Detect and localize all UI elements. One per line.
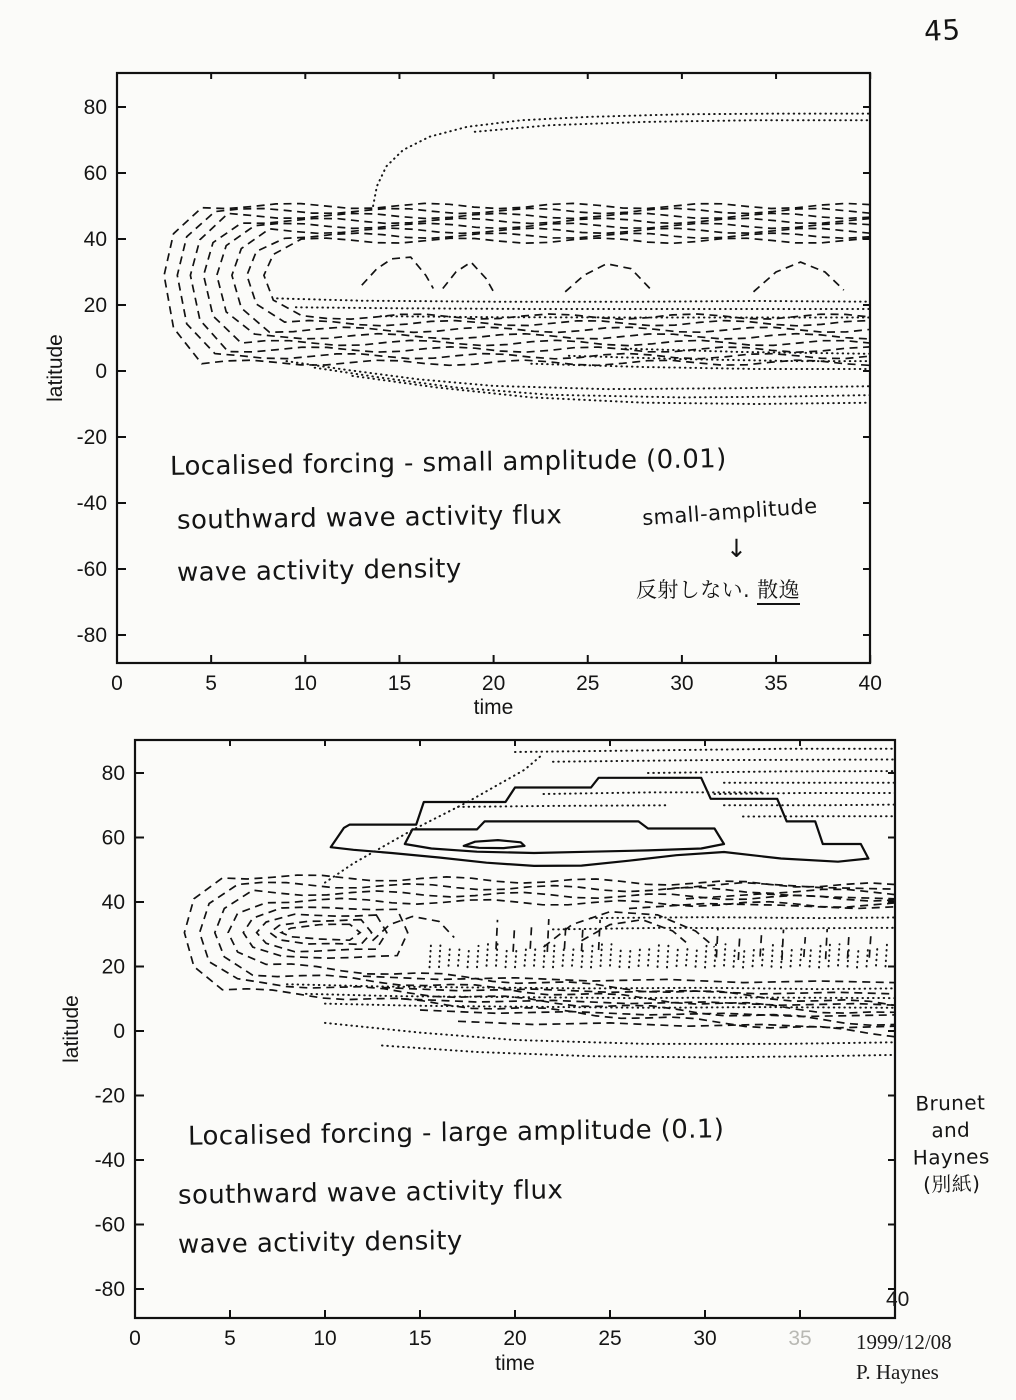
margin-note-line3: Haynes [912, 1144, 990, 1170]
y-tick-label: -80 [94, 1278, 125, 1301]
x-tick-label: 15 [408, 1327, 432, 1350]
bottom-chart-contours [184, 749, 896, 1058]
x-tick-label: 25 [576, 672, 600, 695]
x-tick-label: 0 [129, 1327, 141, 1350]
y-tick-label: -80 [76, 624, 107, 647]
margin-reference-note [892, 1089, 1010, 1199]
x-tick-label: 10 [293, 672, 317, 695]
y-tick-label: 60 [101, 826, 125, 850]
corner-axis-label-40: 40 [886, 1288, 910, 1311]
x-tick-label: 30 [693, 1327, 717, 1350]
x-tick-label: 10 [313, 1327, 337, 1350]
y-tick-label: 0 [95, 360, 107, 383]
margin-note-line1: Brunet [915, 1090, 986, 1116]
top-annotation-line2: southward wave activity flux [176, 500, 563, 536]
x-tick-label: 35 [764, 672, 788, 695]
y-tick-label: -20 [94, 1084, 125, 1108]
x-tick-label: 5 [205, 672, 217, 695]
y-tick-label: -40 [76, 492, 107, 515]
down-arrow-icon: ↓ [726, 534, 748, 563]
side-note-japanese [636, 574, 800, 604]
y-tick-label: -60 [76, 558, 107, 581]
footer-date: 1999/12/08 [856, 1330, 952, 1354]
y-tick-label: -40 [94, 1149, 125, 1172]
x-tick-label: 35 [788, 1327, 812, 1350]
y-tick-label: 0 [113, 1020, 125, 1043]
side-note-japanese-underlined: 散逸 [757, 578, 800, 605]
x-tick-label: 25 [598, 1327, 622, 1350]
x-tick-label: 30 [670, 672, 694, 695]
y-tick-label: 80 [101, 762, 125, 785]
bottom-annotation-line3: wave activity density [177, 1226, 463, 1260]
page-number: 45 [923, 13, 962, 48]
y-tick-label: 20 [83, 294, 107, 317]
margin-note-line2: and [931, 1117, 971, 1143]
y-tick-label: -20 [76, 426, 107, 449]
y-tick-label: 40 [101, 891, 125, 914]
y-tick-label: 80 [83, 96, 107, 119]
x-tick-label: 0 [111, 672, 123, 695]
x-tick-label: 5 [224, 1327, 236, 1350]
bottom-annotation-line1: Localised forcing - large amplitude (0.1) [187, 1114, 725, 1152]
side-note-small-amplitude: small-amplitude [641, 493, 819, 531]
footer-author: P. Haynes [856, 1360, 939, 1384]
bottom-annotation-line2: southward wave activity flux [177, 1175, 564, 1211]
x-axis-label: time [495, 1352, 535, 1375]
y-axis-label: latitude [60, 995, 83, 1063]
top-chart-contours [164, 114, 870, 404]
x-axis-label: time [473, 696, 514, 719]
x-tick-label: 40 [858, 672, 882, 695]
top-annotation-line3: wave activity density [176, 554, 462, 588]
side-note-japanese-main: 反射しない. [636, 578, 751, 602]
y-tick-label: 20 [101, 955, 125, 979]
x-tick-label: 15 [387, 672, 412, 695]
y-tick-label: 60 [83, 162, 107, 185]
x-tick-label: 20 [481, 672, 506, 695]
y-axis-label: latitude [44, 334, 67, 402]
top-annotation-line1: Localised forcing - small amplitude (0.01) [169, 444, 727, 482]
y-tick-label: -60 [94, 1213, 125, 1237]
x-tick-label: 20 [503, 1327, 527, 1350]
y-tick-label: 40 [83, 228, 107, 251]
margin-note-line4: (別紙) [922, 1171, 981, 1197]
